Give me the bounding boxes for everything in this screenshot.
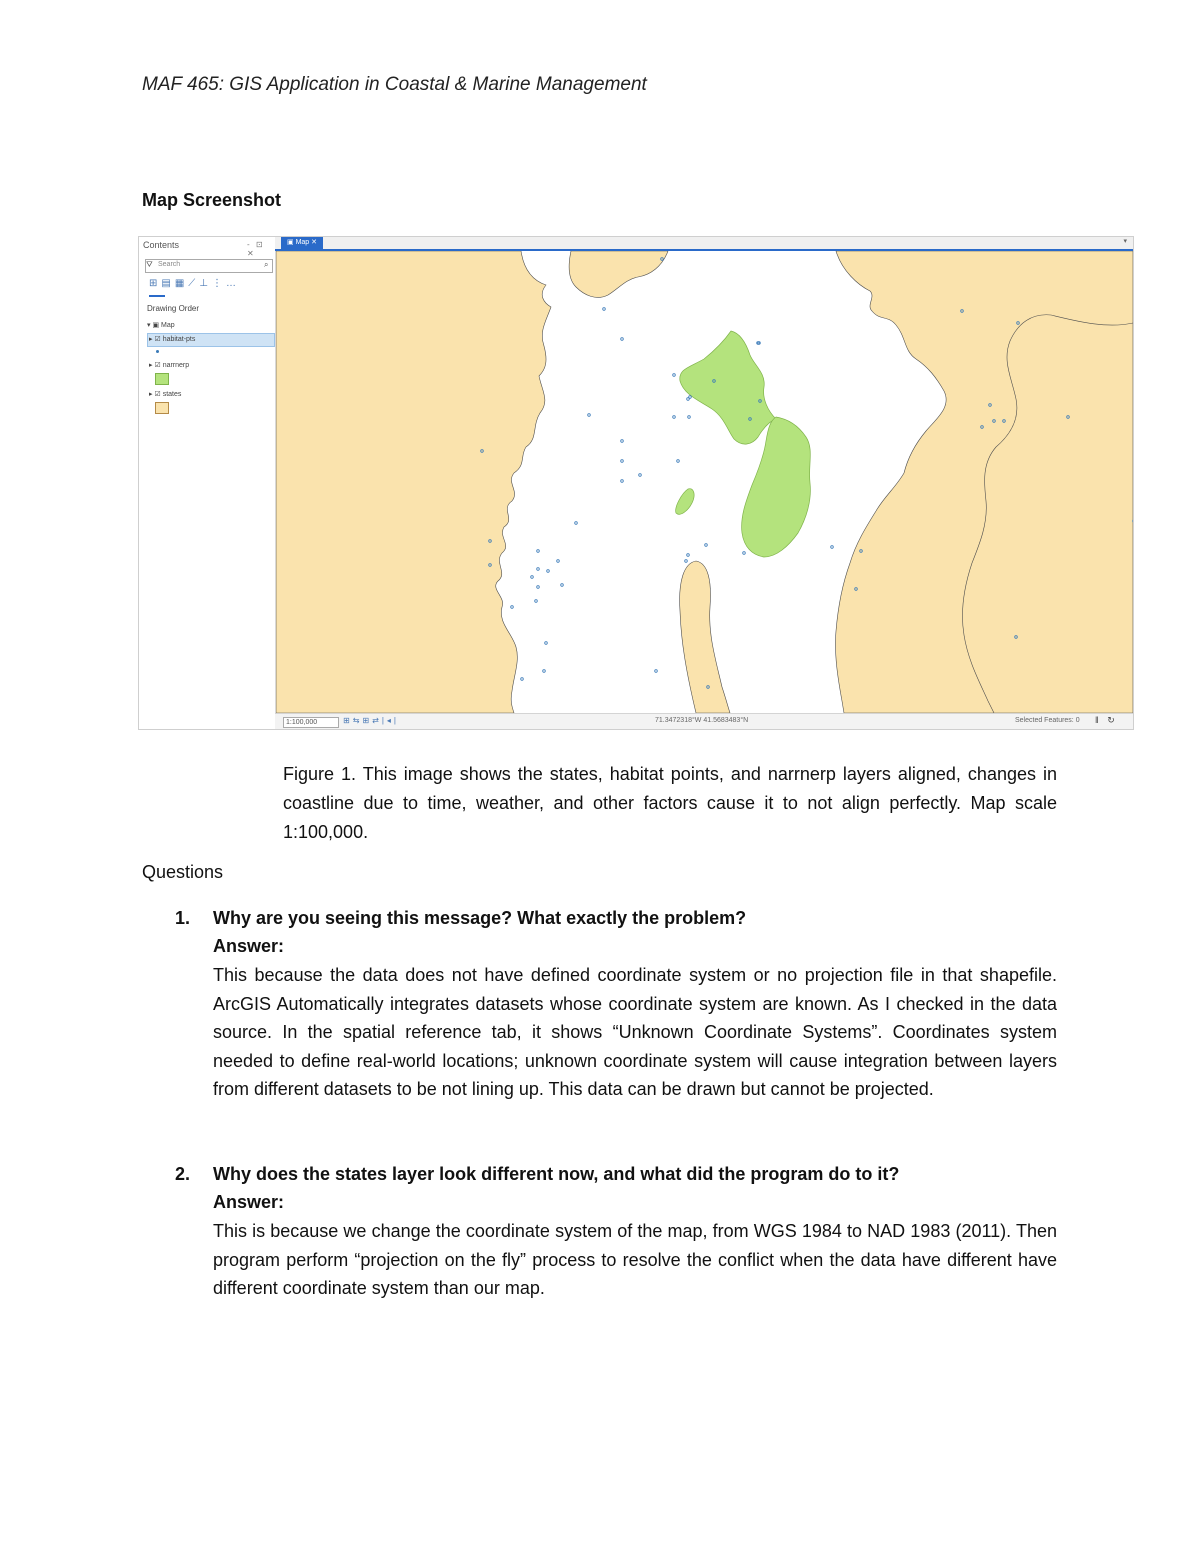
- answer-1-text: This because the data does not have defined coordinate system or no projection file in that shapefile. ArcGIS Automatically integrates datasets whose coordinate system are known. As I checked in the data source. In the spatial reference tab, it shows “Unknown Coordinate Systems”. Coordinates system needed to define real-world locations; unknown coordinate system will cause integration between layers from different datasets to be not lining up. This data can be drawn but cannot be projected.: [213, 965, 1057, 1099]
- contents-pane: [139, 237, 276, 729]
- map-tab-label: Map: [295, 239, 310, 246]
- figure-caption: Figure 1. This image shows the states, habitat points, and narrnerp layers aligned, changes in coastline due to time, weather, and other factors cause it to not align perfectly. Map scale 1:100,000.: [283, 764, 1057, 842]
- layer-narrnerp-label: narrnerp: [162, 362, 190, 369]
- question-2-number: 2.: [175, 1164, 191, 1184]
- habitat-point-symbol: [156, 350, 159, 353]
- map-screenshot: [138, 236, 1134, 730]
- layer-states-label: states: [162, 391, 182, 398]
- answer-1-label: Answer:: [213, 936, 285, 956]
- coordinate-readout: 71.3472318°W 41.5683483°N: [655, 717, 749, 724]
- states-symbol: [155, 402, 169, 414]
- map-view[interactable]: [276, 251, 1133, 713]
- map-nav-tools[interactable]: ⊞⇆⊞⇄|◂|: [343, 716, 399, 725]
- document-header: MAF 465: GIS Application in Coastal & Marine Management: [142, 74, 647, 95]
- pause-refresh-controls[interactable]: ‖ ↻: [1095, 715, 1118, 725]
- layer-narrnerp[interactable]: ▸ ☑ narrnerp: [149, 362, 190, 369]
- contents-pane-title: Contents: [143, 240, 180, 250]
- map-tab-bar: [275, 237, 1133, 251]
- selected-features-count: Selected Features: 0: [1015, 717, 1080, 724]
- map-status-bar: [275, 713, 1133, 730]
- filter-icon[interactable]: ⛛: [146, 260, 153, 269]
- pane-controls[interactable]: - ⊡ ✕: [247, 240, 265, 258]
- layer-habitat-pts[interactable]: ▸ ☑ habitat-pts: [149, 336, 196, 343]
- layer-habitat-pts-label: habitat-pts: [162, 336, 196, 343]
- drawing-order-label: Drawing Order: [147, 304, 200, 313]
- section-title: Map Screenshot: [142, 190, 282, 210]
- active-tool-indicator: [149, 295, 165, 297]
- scale-selector[interactable]: 1:100,000: [283, 717, 339, 728]
- layer-map-label: Map: [161, 322, 175, 329]
- answer-2-label: Answer:: [213, 1192, 285, 1212]
- search-placeholder: Search: [158, 261, 181, 268]
- answer-2-text: This is because we change the coordinate system of the map, from WGS 1984 to NAD 1983 (2011). Then program perform “projection on the fly” process to resolve the conflict when the data have different have different coordinate system than our map.: [213, 1221, 1057, 1298]
- layer-map[interactable]: ▾ ▣ Map: [147, 322, 175, 329]
- questions-label: Questions: [142, 862, 224, 882]
- narrnerp-symbol: [155, 373, 169, 385]
- contents-search-input[interactable]: [145, 259, 273, 273]
- chevron-down-icon[interactable]: ▾: [1123, 238, 1127, 245]
- question-1-number: 1.: [175, 908, 191, 928]
- search-icon[interactable]: ⌕: [264, 260, 269, 269]
- question-2-text: Why does the states layer look different now, and what did the program do to it?: [213, 1164, 900, 1184]
- layer-states[interactable]: ▸ ☑ states: [149, 391, 182, 398]
- map-tab[interactable]: ▣ Map ✕: [281, 237, 323, 249]
- contents-toolbar[interactable]: ⊞▤▦⟋⊥⋮…: [149, 278, 240, 289]
- question-1-text: Why are you seeing this message? What exactly the problem?: [213, 908, 747, 928]
- state-polygon-west: [276, 251, 551, 713]
